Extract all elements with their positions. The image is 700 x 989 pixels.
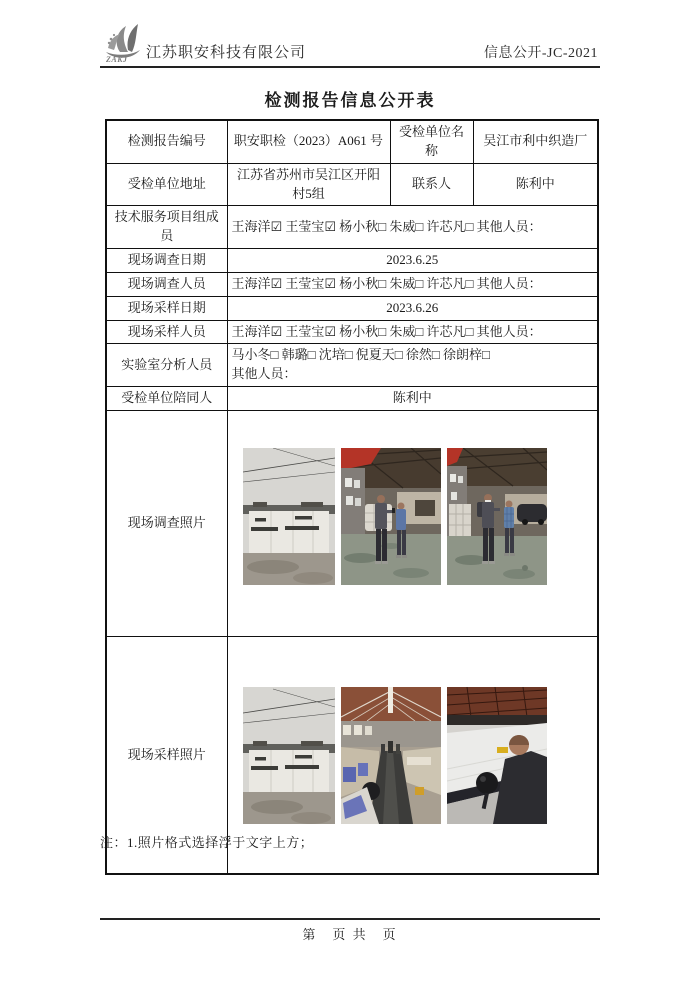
sampling-staff-value: 王海洋☑ 王莹宝☑ 杨小秋□ 朱威□ 许芯凡□ 其他人员： [227,320,598,344]
page-number-text: 第 页 共 页 [302,927,398,942]
sampling-photo-strip [228,687,598,824]
logo-text: ZAKJ [106,55,128,64]
page-footer [100,918,600,943]
report-table [105,119,599,875]
survey-staff-label: 现场调查人员 [106,272,227,296]
warehouse-interview-photo-2 [447,448,547,585]
table-row [106,249,598,273]
table-row [106,206,598,249]
document-code: 信息公开-JC-2021 [483,46,598,61]
survey-photos-cell [227,410,598,636]
report-no-label: 检测报告编号 [106,120,227,163]
table-row [106,163,598,206]
escort-label: 受检单位陪同人 [106,387,227,411]
weaving-workshop-photo [341,687,441,824]
table-row [106,272,598,296]
escort-value: 陈利中 [227,387,598,411]
survey-date-label: 现场调查日期 [106,249,227,273]
factory-gate-photo [243,448,335,585]
team-label: 技术服务项目组成员 [106,206,227,249]
table-row [106,387,598,411]
page-title: 检测报告信息公开表 [264,91,436,110]
contact-label: 联系人 [390,163,473,206]
document-header [100,24,600,68]
noise-sampling-photo [447,687,547,824]
survey-photos-label: 现场调查照片 [106,410,227,636]
lab-staff-line2: 其他人员： [231,366,297,382]
table-row [106,296,598,320]
table-row [106,410,598,636]
report-no-value: 职安职检（2023）A061 号 [227,120,390,163]
lab-staff-value [227,344,598,387]
org-name-label: 受检单位名称 [390,120,473,163]
table-row [106,320,598,344]
warehouse-interview-photo-1 [341,448,441,585]
footnote: 注：1.照片格式选择浮于文字上方； [100,835,314,850]
survey-date-value: 2023.6.25 [227,249,598,273]
company-name: 江苏职安科技有限公司 [146,45,307,61]
sampling-date-label: 现场采样日期 [106,296,227,320]
survey-photo-strip [228,448,598,585]
sampling-photos-label: 现场采样照片 [106,636,227,874]
sampling-staff-label: 现场采样人员 [106,320,227,344]
lab-staff-label: 实验室分析人员 [106,344,227,387]
address-label: 受检单位地址 [106,163,227,206]
sampling-date-value: 2023.6.26 [227,296,598,320]
address-value: 江苏省苏州市吴江区开阳村5组 [227,163,390,206]
table-row [106,344,598,387]
team-members-value: 王海洋☑ 王莹宝☑ 杨小秋□ 朱威□ 许芯凡□ 其他人员： [227,206,598,249]
table-row [106,120,598,163]
company-logo [100,22,146,64]
factory-gate-photo [243,687,335,824]
contact-value: 陈利中 [473,163,598,206]
lab-staff-line1: 马小冬□ 韩璐□ 沈培□ 倪夏天□ 徐然□ 徐朗梓□ [231,347,490,363]
survey-staff-value: 王海洋☑ 王莹宝☑ 杨小秋□ 朱威□ 许芯凡□ 其他人员： [227,272,598,296]
org-name-value: 吴江市利中织造厂 [473,120,598,163]
